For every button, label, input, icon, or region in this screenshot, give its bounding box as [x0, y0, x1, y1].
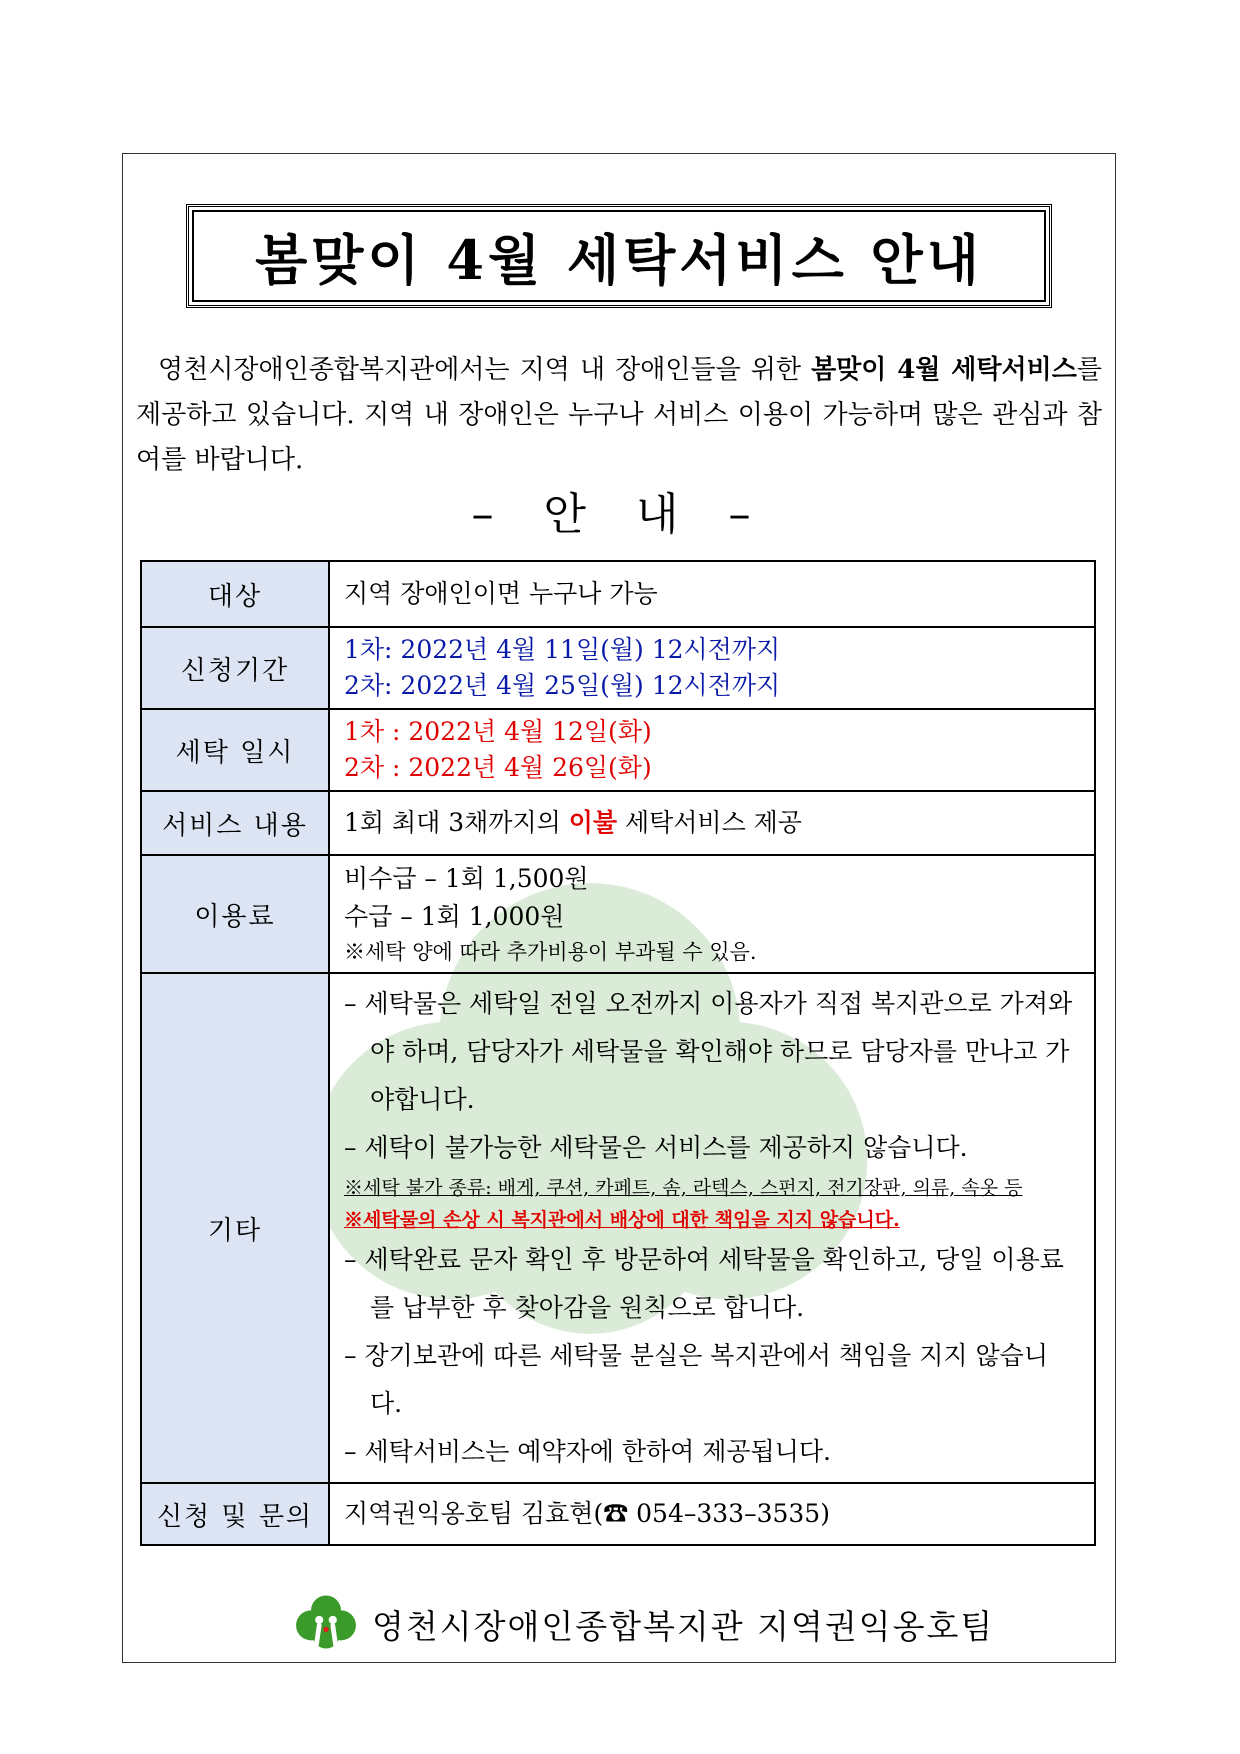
fee-note: ※세탁 양에 따라 추가비용이 부과될 수 있음.: [344, 940, 757, 964]
clover-logo-icon: [292, 1590, 360, 1658]
label-service: 서비스 내용: [141, 791, 329, 855]
row-wash: [141, 709, 1095, 791]
wash-round-2: 2차 : 2022년 4월 26일(화): [344, 753, 652, 782]
page-title: 봄맞이 4월 세탁서비스 안내: [255, 227, 983, 292]
intro-text-1: 영천시장애인종합복지관에서는 지역 내 장애인들을 위한: [158, 355, 812, 385]
intro-text-2: 를 제공하고 있습니다. 지역 내 장애인은 누구나 서비스 이용이 가능하며 많은 관심과 참여를 바랍니다.: [136, 355, 1103, 475]
misc-line-3: – 세탁완료 문자 확인 후 방문하여 세탁물을 확인하고, 당일 이용료를 납부한 후 찾아감을 원칙으로 합니다.: [344, 1245, 1064, 1322]
fee-recipient: 수급 – 1회 1,000원: [344, 902, 565, 931]
label-fee: 이용료: [141, 855, 329, 973]
service-highlight: 이불: [568, 808, 618, 837]
value-service: [329, 791, 1095, 855]
footer: [292, 1588, 994, 1660]
section-heading: – 안 내 –: [471, 489, 769, 540]
misc-line-5: – 세탁서비스는 예약자에 한하여 제공됩니다.: [344, 1437, 831, 1466]
row-target: [141, 561, 1095, 627]
misc-line-4: – 장기보관에 따른 세탁물 분실은 복지관에서 책임을 지지 않습니다.: [344, 1341, 1048, 1418]
intro-bold: 봄맞이 4월 세탁서비스: [811, 355, 1077, 385]
service-pre: 1회 최대 3채까지의: [344, 808, 569, 837]
footer-org-name: 영천시장애인종합복지관 지역권익옹호팀: [372, 1606, 995, 1646]
fee-non-recipient: 비수급 – 1회 1,500원: [344, 864, 589, 893]
service-post: 세탁서비스 제공: [617, 808, 802, 837]
misc-line-1: – 세탁물은 세탁일 전일 오전까지 이용자가 직접 복지관으로 가져와야 하며, 담당자가 세탁물을 확인해야 하므로 담당자를 만나고 가야합니다.: [344, 989, 1073, 1114]
label-contact: 신청 및 문의: [141, 1483, 329, 1545]
value-contact: 지역권익옹호팀 김효현(☎ 054–333–3535): [329, 1483, 1095, 1545]
label-apply: 신청기간: [141, 627, 329, 709]
value-target: 지역 장애인이면 누구나 가능: [329, 561, 1095, 627]
apply-round-1: 1차: 2022년 4월 11일(월) 12시전까지: [344, 635, 781, 664]
row-fee: [141, 855, 1095, 973]
label-misc: 기타: [141, 973, 329, 1483]
row-service: [141, 791, 1095, 855]
label-target: 대상: [141, 561, 329, 627]
misc-line-2: – 세탁이 불가능한 세탁물은 서비스를 제공하지 않습니다.: [344, 1133, 968, 1162]
title-box: [186, 204, 1052, 308]
row-apply: [141, 627, 1095, 709]
wash-round-1: 1차 : 2022년 4월 12일(화): [344, 717, 652, 746]
row-contact: [141, 1483, 1095, 1545]
misc-note-2: ※세탁물의 손상 시 복지관에서 배상에 대한 책임을 지지 않습니다.: [344, 1209, 900, 1231]
label-wash: 세탁 일시: [141, 709, 329, 791]
apply-round-2: 2차: 2022년 4월 25일(월) 12시전까지: [344, 671, 781, 700]
intro-paragraph: [136, 348, 1102, 483]
misc-note-1: ※세탁 불가 종류: 배게, 쿠션, 카페트, 솜, 라텍스, 스펀지, 전기장판, 의류, 속옷 등: [344, 1177, 1023, 1199]
info-table: [140, 560, 1096, 1546]
row-misc: [141, 973, 1095, 1483]
